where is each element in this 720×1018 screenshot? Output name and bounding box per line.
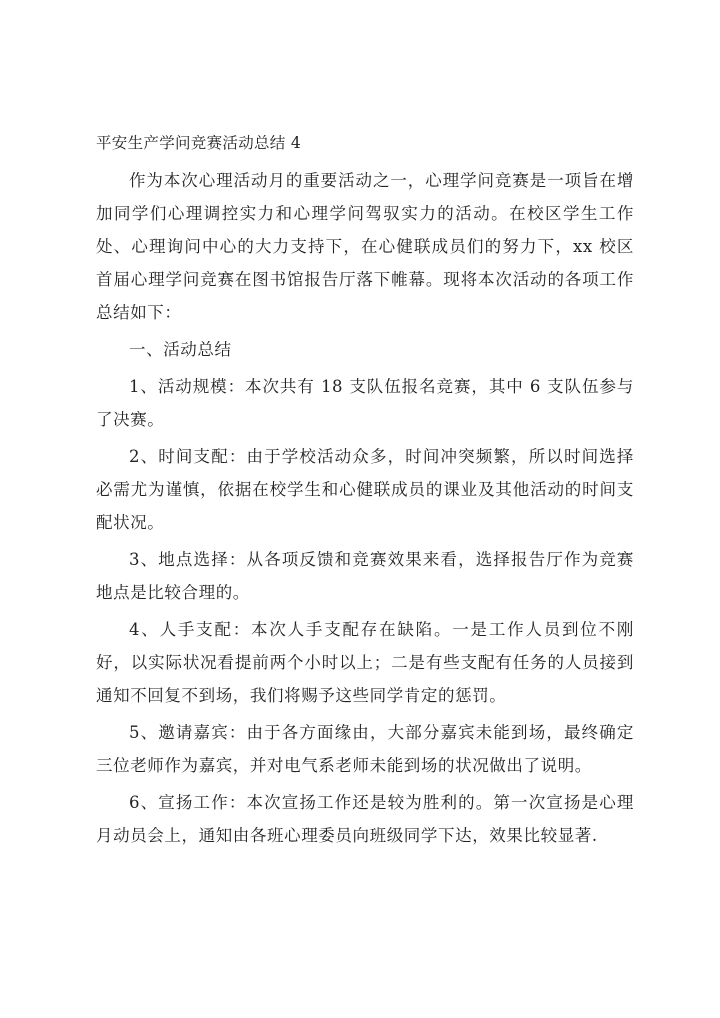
paragraph-item-4: 4、人手支配：本次人手支配存在缺陷。一是工作人员到位不刚好，以实际状况看提前两个小时以上；二是有些支配有任务的人员接到通知不回复不到场，我们将赐予这些同学肯定的惩罚。 bbox=[96, 620, 634, 705]
paragraph-intro: 作为本次心理活动月的重要活动之一，心理学问竞赛是一项旨在增加同学们心理调控实力和心理学问驾驭实力的活动。在校区学生工作处、心理询问中心的大力支持下，在心健联成员们的努力下，xx 校区首届心理学问竞赛在图书馆报告厅落下帷幕。现将本次活动的各项工作总结如下： bbox=[96, 171, 634, 322]
paragraph-item-5: 5、邀请嘉宾：由于各方面缘由，大部分嘉宾未能到场，最终确定三位老师作为嘉宾，并对电气系老师未能到场的状况做出了说明。 bbox=[96, 723, 634, 775]
paragraph-item-3: 3、地点选择：从各项反馈和竞赛效果来看，选择报告厅作为竞赛地点是比较合理的。 bbox=[96, 550, 634, 602]
paragraph-item-6: 6、宣扬工作：本次宣扬工作还是较为胜利的。第一次宣扬是心理月动员会上，通知由各班心理委员向班级同学下达，效果比较显著. bbox=[96, 793, 634, 845]
document-title: 平安生产学问竞赛活动总结 4 bbox=[96, 134, 301, 152]
paragraph-item-1: 1、活动规模：本次共有 18 支队伍报名竞赛，其中 6 支队伍参与了决赛。 bbox=[96, 377, 634, 429]
paragraph-item-2: 2、时间支配：由于学校活动众多，时间冲突频繁，所以时间选择必需尤为谨慎，依据在校学生和心健联成员的课业及其他活动的时间支配状况。 bbox=[96, 447, 634, 532]
section-heading: 一、活动总结 bbox=[129, 340, 232, 359]
